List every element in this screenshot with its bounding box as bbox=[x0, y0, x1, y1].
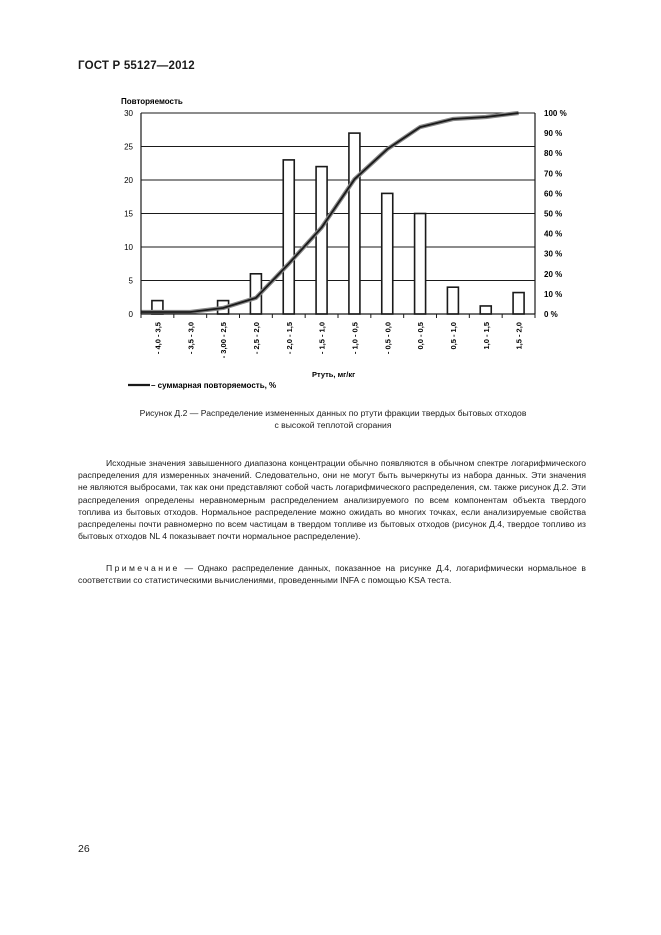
x-tick-label: - 0,5 - 0,0 bbox=[383, 322, 393, 355]
left-tick-label: 30 bbox=[124, 109, 133, 118]
left-tick-label: 20 bbox=[124, 176, 133, 185]
left-tick-labels bbox=[124, 109, 133, 319]
right-tick-labels bbox=[544, 109, 567, 319]
x-tick-label: - 3,5 - 3,0 bbox=[186, 322, 196, 355]
x-tick-label: - 3,00 - 2,5 bbox=[219, 322, 229, 359]
axes bbox=[141, 113, 535, 318]
right-tick-label: 40 % bbox=[544, 229, 563, 239]
right-tick-label: 90 % bbox=[544, 129, 563, 139]
right-tick-label: 0 % bbox=[544, 310, 558, 319]
x-axis-label: Ртуть, мг/кг bbox=[312, 370, 356, 379]
right-tick-label: 100 % bbox=[544, 109, 567, 118]
left-tick-label: 10 bbox=[124, 243, 133, 252]
bar bbox=[480, 306, 491, 314]
note-paragraph bbox=[78, 562, 586, 586]
right-tick-label: 60 % bbox=[544, 189, 563, 199]
left-tick-label: 15 bbox=[124, 209, 133, 219]
x-tick-label: - 4,0 - 3,5 bbox=[153, 322, 163, 355]
page-number: 26 bbox=[78, 843, 90, 855]
caption-line-1: Рисунок Д.2 — Распределение измененных данных по ртути фракции твердых бытовых отходов bbox=[139, 408, 527, 418]
bar bbox=[382, 193, 393, 314]
legend-label: – суммарная повторяемость, % bbox=[151, 381, 277, 390]
x-tick-label: - 1,0 - 0,5 bbox=[350, 322, 360, 355]
x-tick-label: 0,5 - 1,0 bbox=[448, 322, 458, 350]
bar bbox=[349, 133, 360, 314]
bar bbox=[447, 287, 458, 314]
left-tick-label: 25 bbox=[124, 142, 133, 152]
bar bbox=[415, 214, 426, 315]
x-tick-label: - 2,5 - 2,0 bbox=[251, 322, 261, 355]
caption-line-2: с высокой теплотой сгорания bbox=[274, 420, 392, 430]
right-tick-label: 30 % bbox=[544, 249, 563, 259]
bar bbox=[513, 293, 524, 314]
right-tick-label: 70 % bbox=[544, 169, 563, 179]
document-code: ГОСТ Р 55127—2012 bbox=[78, 60, 195, 72]
right-tick-label: 20 % bbox=[544, 269, 563, 279]
x-tick-label: 1,5 - 2,0 bbox=[514, 322, 524, 350]
y-axis-label: Повторяемость bbox=[121, 97, 183, 106]
note-label: Примечание bbox=[106, 563, 180, 573]
right-tick-label: 80 % bbox=[544, 149, 563, 159]
bars bbox=[152, 133, 524, 314]
body-paragraph: Исходные значения завышенного диапазона концентрации обычно появляются в обычном спектре логарифмического распределения для измеренных значений. Следовательно, они не могут быть вычеркнуты из набора данных. Эти значения не являются выбросами, так как они представляют собой часть логарифмического распределения, см. также рисунок Д.2. Эти распределения определены неравномерным распределением анализируемого по всем компонентам объекта твердого топлива из бытовых отходов. Нормальное распределение можно ожидать во многих точках, если анализируемые свойства распределены почти равномерно по всем частицам в твердом топливе из бытовых отходов (рисунок Д.4, твердое топливо из бытовых отходов NL 4 показывает почти нормальное распределение). bbox=[78, 458, 586, 542]
bar bbox=[316, 167, 327, 314]
left-tick-label: 0 bbox=[128, 310, 133, 319]
right-tick-label: 50 % bbox=[544, 209, 563, 219]
x-tick-label: 0,0 - 0,5 bbox=[416, 322, 426, 350]
cumulative-line-halo bbox=[141, 113, 519, 312]
x-tick-label: 1,0 - 1,5 bbox=[481, 322, 491, 350]
x-tick-label: - 1,5 - 1,0 bbox=[317, 322, 327, 355]
bar bbox=[283, 160, 294, 314]
grid-lines bbox=[141, 113, 535, 314]
right-tick-label: 10 % bbox=[544, 289, 563, 299]
figure-caption bbox=[78, 407, 588, 431]
histogram-chart bbox=[0, 0, 661, 400]
left-tick-label: 5 bbox=[128, 276, 133, 286]
cumulative-line bbox=[141, 113, 519, 312]
note-text: — Однако распределение данных, показанное на рисунке Д.4, логарифмически нормальное в соответствии со статистическими вычислениями, проведенными INFA с помощью KSA теста. bbox=[78, 563, 586, 586]
x-tick-label: - 2,0 - 1,5 bbox=[284, 322, 294, 355]
x-tick-labels bbox=[153, 322, 523, 358]
